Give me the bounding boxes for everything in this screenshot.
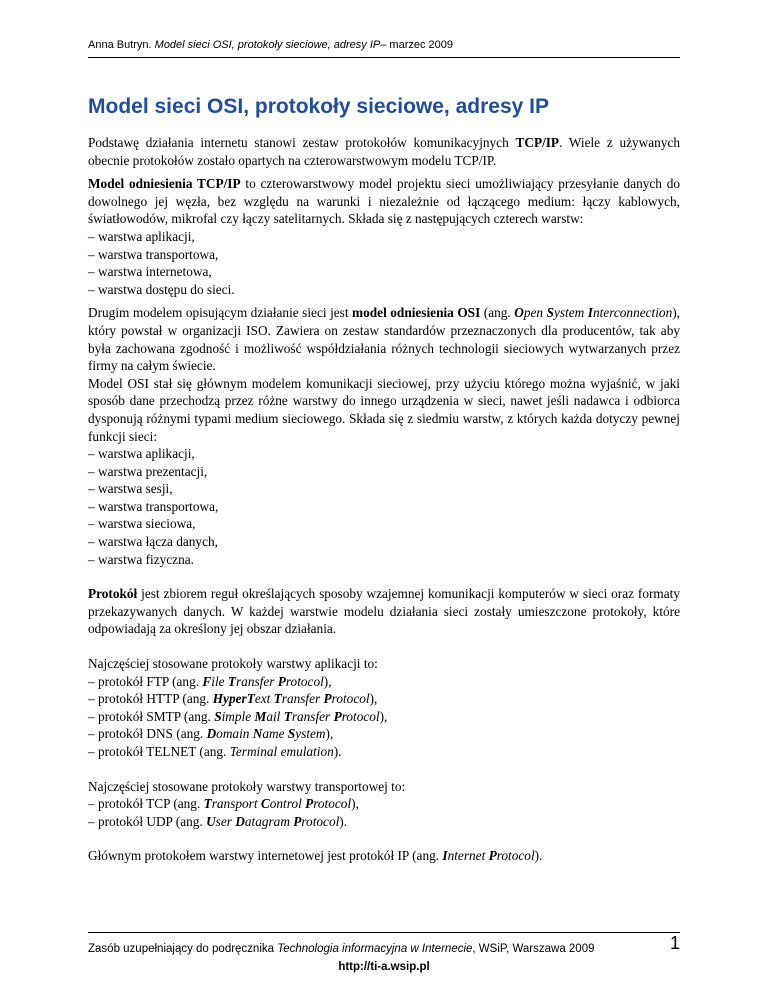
list-item: – warstwa transportowa, [88,498,219,514]
paragraph-transport-protocols: Najczęściej stosowane protokoły warstwy transportowej to: [88,778,406,794]
list-item: – protokół UDP (ang. User Datagram Protocol). [88,813,348,829]
list-item: – warstwa dostępu do sieci. [88,281,235,297]
page-footer [88,933,680,976]
document-body [88,134,680,865]
page-number: 1 [669,933,680,953]
text: . Wiele z używanych obecnie protokołów zostało opartych na czterowarstwowym modelu TCP/IP. [88,135,681,168]
header-date: – marzec 2009 [380,39,454,51]
list-item: – protokół FTP (ang. File Transfer Protocol), [88,673,332,689]
bold-term: model odniesienia OSI [352,305,481,321]
list-item: – warstwa aplikacji, [88,446,195,462]
osi-layer-list [88,445,680,568]
list-item: – warstwa fizyczna. [88,551,194,567]
application-protocol-list [88,673,680,761]
english-term: File Transfer Protocol [202,673,324,689]
bold-term: Protokół [88,586,138,602]
text: ). [534,848,543,864]
text: Podstawę działania internetu stanowi zestaw protokołów komunikacyjnych [88,135,516,150]
list-item: – protokół TELNET (ang. Terminal emulation). [88,744,342,759]
footer-source: Zasób uzupełniający do podręcznika Technologia informacyjna w Internecie, WSiP, Warszawa 2009 [88,943,595,955]
transport-protocol-list [88,795,680,830]
footer-book-title: Technologia informacyjna w Internecie [277,943,473,955]
list-item: – warstwa internetowa, [88,264,212,280]
english-term: Simple Mail Transfer Protocol [214,708,380,724]
paragraph-osi-description: Model OSI stał się głównym modelem komunikacji sieciowej, przy użyciu którego można wyjaśnić, w jaki sposób dane przechodzą przez różne warstwy do innego urządzenia w sieci, nawet jeśli nadawca i odbiorca dysponują różnymi typami medium sieciowego. Składa się z siedmiu warstw, z których każda dotyczy pewnej funkcji sieci: [88,375,680,444]
list-item: – warstwa sieciowa, [88,516,196,532]
list-item: – warstwa prezentacji, [88,463,208,479]
english-term: Domain Name System [206,726,326,742]
page-title: Model sieci OSI, protokoły sieciowe, adresy IP [88,95,549,118]
list-item: – protokół SMTP (ang. Simple Mail Transfer Protocol), [88,708,388,724]
english-term: User Datagram Protocol [206,813,340,829]
paragraph-application-protocols: Najczęściej stosowane protokoły warstwy aplikacji to: [88,656,378,672]
tcp-layer-list [88,228,680,298]
bold-term: Model odniesienia TCP/IP [88,176,241,192]
list-item: – protokół DNS (ang. Domain Name System), [88,726,334,742]
text: Drugim modelem opisującym działanie sieci jest [88,305,353,321]
text: jest zbiorem reguł określających sposoby wzajemnej komunikacji komputerów w sieci oraz formaty przekazywanych danych. W każdej warstwie modelu działania sieci zostały umieszczone protokoły, które odpowiadają za określony jej obszar działania. [88,586,680,637]
header-divider [88,57,680,58]
text: Głównym protokołem warstwy internetowej jest protokół IP (ang. [88,848,443,864]
english-term: Transport Control Protocol [203,796,352,812]
english-term: Open System Interconnection [514,305,673,321]
footer-divider [88,932,680,933]
english-term: Internet Protocol [442,848,535,864]
paragraph-internet-protocol [88,847,680,865]
english-term: HyperText Transfer Protocol [212,691,370,707]
footer-url[interactable]: http://ti-a.wsip.pl [338,961,430,973]
list-item: – protokół TCP (ang. Transport Control Protocol), [88,796,359,812]
page-header [88,38,680,52]
list-item: – warstwa sesji, [88,481,173,497]
paragraph-intro [88,134,680,169]
list-item: – protokół HTTP (ang. HyperText Transfer Protocol), [88,691,378,707]
paragraph-protocol-definition [88,585,680,638]
header-author: Anna Butryn. [88,39,155,51]
text: to czterowarstwowy model projektu sieci umożliwiający przesyłanie danych do dowolnego jej węzła, bez względu na warunki i niezależnie od łączącego medium: łączy kablowych, światłowodów, mikrofal czy łączy satelitarnych. Składa się z następujących czterech warstw: [88,176,681,227]
header-doc-title: Model sieci OSI, protokoły sieciowe, adresy IP [154,39,381,51]
english-term: Terminal emulation [229,744,334,759]
list-item: – warstwa łącza danych, [88,534,218,550]
list-item: – warstwa transportowa, [88,246,219,262]
paragraph-tcpip-model [88,175,680,228]
text: ), który powstał w organizacji ISO. Zawiera on zestaw standardów przeznaczonych dla producentów, tak aby była zachowana zgodność i możliwość współdziałania różnych technologii sieciowych wytwarzanych przez firmy na całym świecie. [88,305,680,374]
list-item: – warstwa aplikacji, [88,228,195,244]
paragraph-osi-model [88,304,680,374]
bold-term: TCP/IP [515,135,560,150]
text: (ang. [480,305,515,321]
